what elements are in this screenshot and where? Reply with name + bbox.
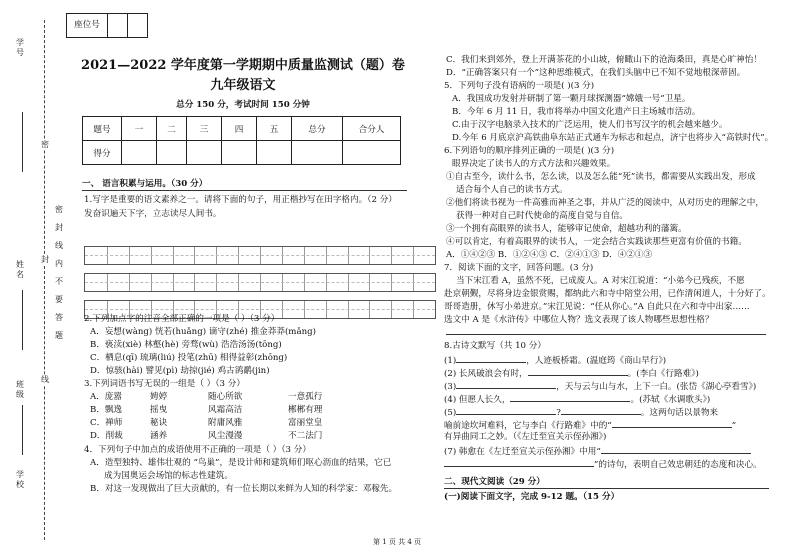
question-1: 1.写字是重要的语文素养之一。请将下面的句子，用正楷抄写在田字格内。（2 分） [84,195,397,205]
question-3: 3.下列词语书写无误的一组是（ ）（3 分） [84,379,245,389]
question-7-prompt: 选文中 A 是《水浒传》中哪位人物？选文表现了该人物哪些思想性格？ [444,315,714,325]
question-2-option-b: B．亵渎(xiè) 林壑(hè) 旁骛(wù) 浩浩汤汤(tōng) [90,340,282,350]
question-6-item-2-line1: ②他们将读书视为一件高雅而神圣之事，并从广泛的阅读中，从对历史的理解之中， [446,198,764,208]
question-5: 5．下列句子没有语病的一项是( )(3 分) [444,81,595,91]
question-8: 8.古诗文默写（共 10 分） [444,341,546,351]
question-8-3: (3) ，天与云与山与水，上下一白。(张岱《湖心亭看雪》) [444,379,756,393]
writing-grid-midline [85,309,435,310]
question-6-item-4: ④可以肯定，有着高眼界的读书人，一定会结合实践读那些更富有价值的书籍。 [446,237,747,247]
question-4-option-d: D．“正确答案只有一个”这种思维模式，在我们头脑中已不知不觉地根深蒂固。 [446,68,746,78]
seat-label: 座位号 [67,14,108,37]
question-1-sentence: 发奋识遍天下字，立志读尽人间书。 [84,209,222,219]
question-6: 6.下列语句的顺序排列正确的一项是( )(3 分) [444,146,615,156]
question-6-item-2-line2: 获得一种对自己时代使命的高度自觉与自信。 [456,211,628,221]
question-8-8: (7) 韩愈在《左迁至宣关示侄孙湘》中用“ [444,444,751,458]
question-7-passage-3: 哥哥造册，休写小弟进京。”宋江见说：“任从你心。”A 自此只在六和寺中出家…… [444,302,750,312]
question-4-option-b: B．对这一发现做出了巨大贡献的，有一位长期以来鲜为人知的科学家：邓稼先。 [90,484,398,494]
writing-grid-midline [85,255,435,256]
question-8-5: (5) ? 。这两句话以景物来 [444,405,718,419]
binding-mark-seal: 密 [41,140,49,149]
exam-meta: 总分 150 分，考试时间 150 分钟 [176,100,310,110]
question-7-answer-line[interactable] [446,334,766,335]
question-4-option-a-line1: A．造型独特、雄伟壮观的 “鸟巢”，是设计师和建筑师们呕心沥血的结果，它已 [90,458,392,468]
question-4-option-c: C．我们来到郊外，登上开满茶花的小山坡，俯瞰山下的沧海桑田，真是心旷神怡！ [446,55,762,65]
question-6-item-3: ③一个拥有高眼界的读书人，能够审记使命，超越功利的藩篱。 [446,224,687,234]
question-8-6: 喻前途坎坷难料，它与李白《行路难》中的“ ” [444,418,736,432]
question-8-4: (4) 但愿人长久， 。(苏轼《水调歌头》) [444,392,710,406]
section-1-heading: 一、 语言积累与运用。（30 分） [82,179,208,189]
question-8-9: ”的诗句，表明自己效忠朝廷的态度和决心。 [444,457,762,471]
question-8-7: 有异曲同工之妙。（《左迁至宣关示侄孙湘》) [444,432,607,442]
question-8-1: (1) ，人迹板桥霜。(温庭筠《商山早行》) [444,353,666,367]
question-7-passage-2: 赴京朝觐，尽将身边金银赏赐，都纳此六和寺中陪堂公用，已作清闲道人，十分好了。 [444,289,771,299]
question-6-intro: 眼界决定了读书人的方式方法和兴趣效果。 [452,159,616,169]
question-7: 7．阅读下面的文字，回答问题。(3 分) [444,263,594,273]
binding-dashed-line [44,20,45,540]
binding-warning: 密 封 线 内 不 要 答 题 [55,205,63,340]
exam-title: 2021—2022 学年度第一学期期中质量监测试（题）卷 [81,58,405,73]
question-6-options: A．①④②③ B．①②④③ C．②④①③ D．④②①③ [446,250,653,260]
question-5-option-b: B．今年 6 月 11 日，我市将举办中国文化遗产日主场城市活动。 [452,107,701,117]
question-3-options: A．庞嚣 娉婷 随心所欲 一意孤行 B．飘逸 摇曳 风霜高洁 郴郴有理 C．禅师 秘诀 附庸风雅 富丽堂皇 D．削裁 涵养 风尘漫漫 不二法门 [90,392,323,441]
binding-id-label: 学号 [16,38,24,57]
question-4-option-a-line2: 成为国奥运会场馆的标志性建筑。 [104,471,233,481]
question-8-2: (2) 长风破浪会有时， 。(李白《行路难》) [444,366,699,380]
section-2-rule [444,488,769,489]
writing-grid-midline [85,282,435,283]
section-2-sub-1: (一)阅读下面文字，完成 9-12 题。（15 分） [444,492,620,502]
question-5-option-c: C.由于汉字电脑录入技术的广泛运用，使人们书写汉字的机会越来越少。 [452,120,728,130]
exam-subtitle: 九年级语文 [210,78,276,93]
section-1-rule [82,190,407,191]
score-table: 题号 一 二 三 四 五 总分 合分人 得分 [82,116,401,165]
binding-mark-feng: 封 [41,255,49,264]
page-footer: 第 1 页 共 4 页 [372,538,422,546]
question-6-item-1-line1: ①自古至今，读什么书，怎么读，以及怎么能“死”读书，都需要从实践出发，形成 [446,172,756,182]
question-5-option-a: A．我国成功发射并研制了第一颗月球探测器“嫦娥一号”卫星。 [452,94,691,104]
question-5-option-d: D.今年 6 月底京沪高铁曲阜东站正式通车为标志和起点，济宁也将步入“高铁时代”。 [452,133,774,143]
question-6-item-1-line2: 适合每个人自己的读书方式。 [456,185,568,195]
question-2: 2.下列加点字的注音全部正确的一项是（ ）（3 分） [84,314,280,324]
writing-grid-row[interactable] [84,273,436,292]
seat-number-box[interactable] [66,13,148,38]
question-7-passage-1: 当下宋江看 A，虽然不死，已成废人。A 对宋江说道：“小弟今已残疾，不愿 [456,276,745,286]
binding-class-label: 班级 [16,380,24,399]
binding-name-label: 姓名 [16,260,24,279]
binding-school-label: 学校 [16,470,24,489]
writing-grid-row[interactable] [84,246,436,265]
question-2-option-d: D．惊骇(hài) 譬见(pì) 劫掠(jié) 鸡古鹆鹬(jin) [90,366,270,376]
question-2-option-c: C．栖息(qī) 琉璃(liú) 投笔(zhū) 相得益彰(zhōng) [90,353,288,363]
question-4: 4．下列句子中加点的成语使用不正确的一项是（ ）（3 分） [84,445,311,455]
section-2-heading: 二、现代文阅读（29 分） [444,477,545,487]
binding-mark-xian: 线 [41,375,49,384]
question-2-option-a: A．妄想(wàng) 恍若(huǎng) 谪守(zhé) 推金莽莽(mǎng) [90,327,316,337]
